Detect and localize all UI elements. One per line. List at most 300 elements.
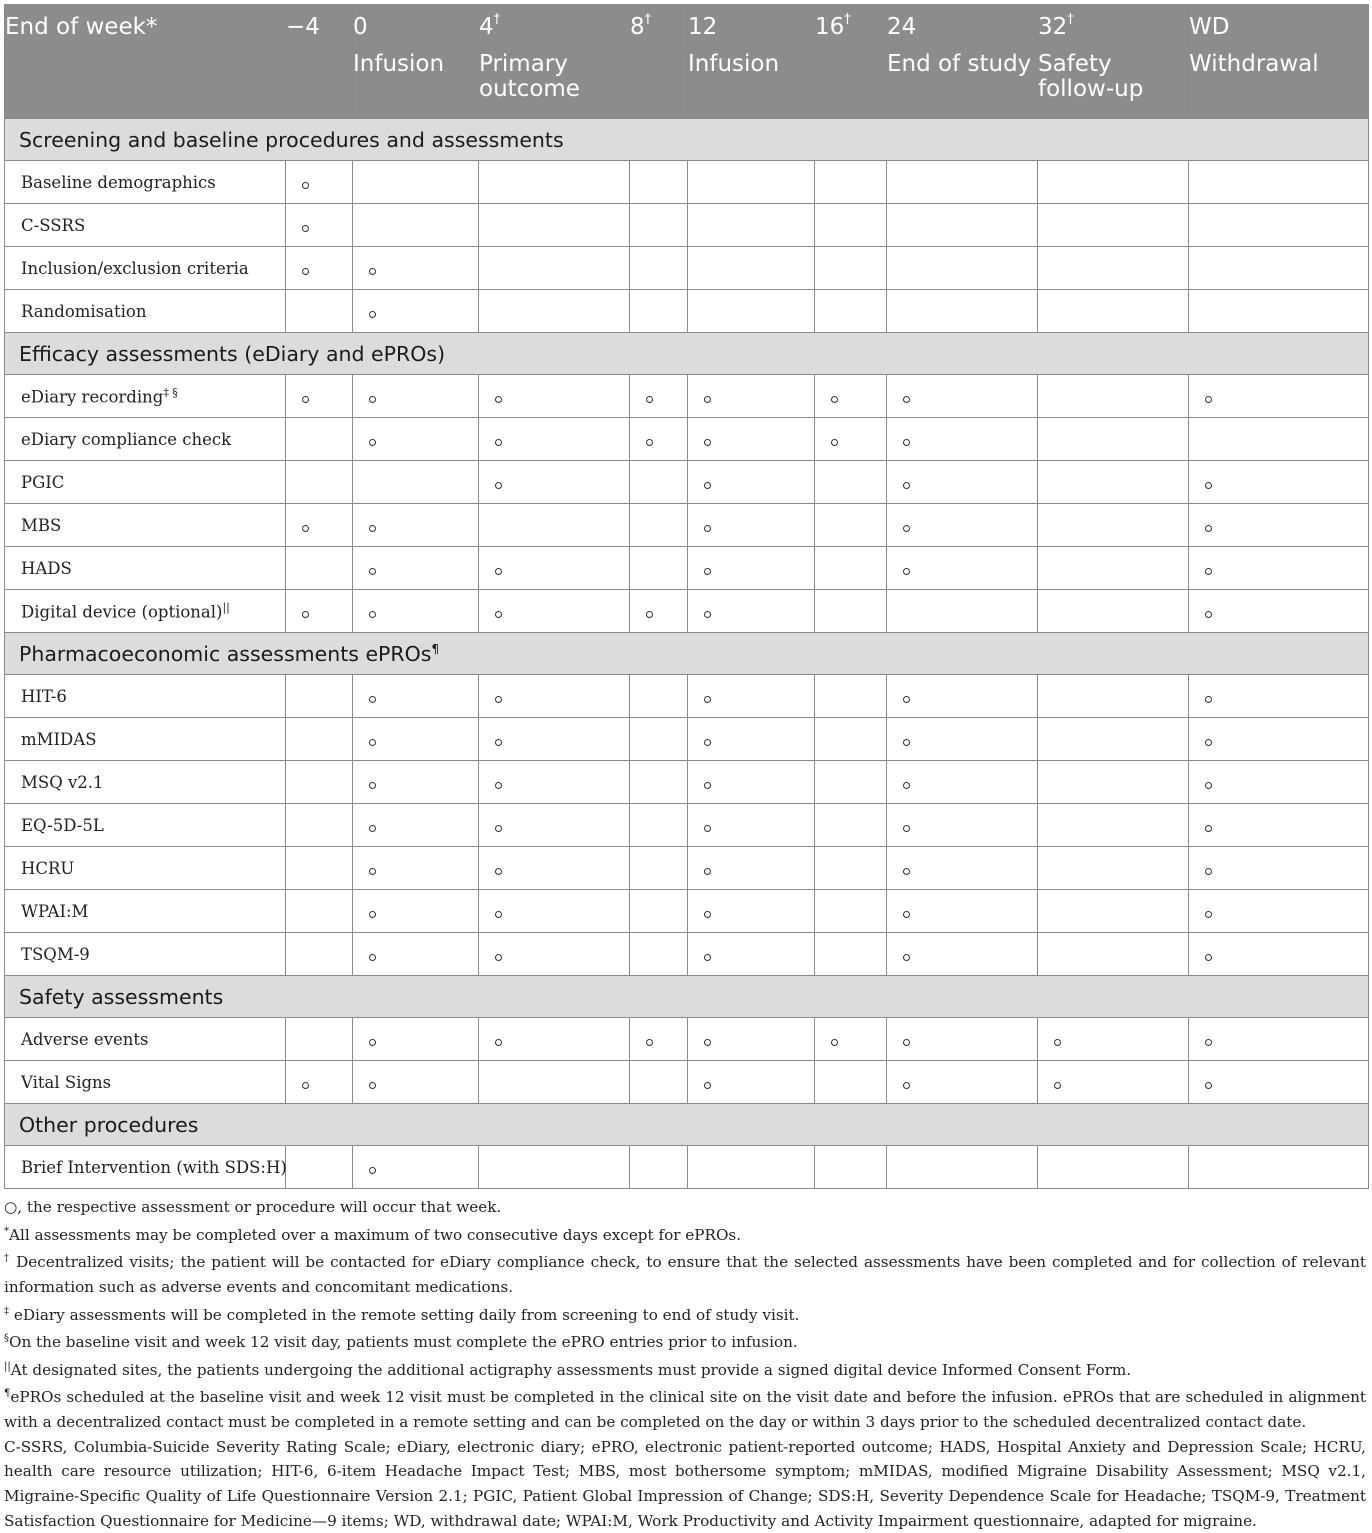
schedule-cell xyxy=(815,718,887,761)
schedule-cell xyxy=(815,804,887,847)
schedule-cell xyxy=(286,890,353,933)
row-label xyxy=(5,1018,286,1061)
occurrence-circle-icon xyxy=(903,396,910,403)
occurrence-circle-icon xyxy=(646,439,653,446)
schedule-cell xyxy=(353,161,479,204)
schedule-cell xyxy=(630,504,688,547)
footnote xyxy=(4,1247,1366,1299)
schedule-cell xyxy=(286,1061,353,1104)
schedule-cell xyxy=(479,161,630,204)
occurrence-circle-icon xyxy=(369,268,376,275)
schedule-cell xyxy=(630,718,688,761)
schedule-cell xyxy=(479,418,630,461)
schedule-cell xyxy=(1189,290,1369,333)
schedule-cell xyxy=(887,590,1038,633)
schedule-cell xyxy=(1189,590,1369,633)
schedule-cell xyxy=(688,290,815,333)
schedule-cell xyxy=(887,418,1038,461)
table-header xyxy=(5,5,1369,119)
schedule-cell xyxy=(887,761,1038,804)
row-label-text: Vital Signs xyxy=(21,1072,112,1092)
occurrence-circle-icon xyxy=(302,1082,309,1089)
occurrence-circle-icon xyxy=(1205,525,1212,532)
schedule-cell xyxy=(353,290,479,333)
table-footnotes xyxy=(4,1195,1368,1533)
schedule-cell xyxy=(688,1061,815,1104)
schedule-cell xyxy=(1189,890,1369,933)
table-row xyxy=(5,461,1369,504)
schedule-cell xyxy=(479,761,630,804)
header-week-label: 12 xyxy=(688,14,718,40)
row-label-text: Baseline demographics xyxy=(21,172,216,192)
table-body xyxy=(5,119,1369,1189)
header-week-cell xyxy=(1189,5,1369,50)
footnote xyxy=(4,1220,1366,1248)
schedule-cell xyxy=(1189,804,1369,847)
occurrence-circle-icon xyxy=(495,1039,502,1046)
schedule-cell xyxy=(630,547,688,590)
schedule-cell xyxy=(286,547,353,590)
schedule-cell xyxy=(1189,247,1369,290)
table-row xyxy=(5,247,1369,290)
footnote-text: ○, the respective assessment or procedure will occur that week. xyxy=(4,1198,502,1216)
occurrence-circle-icon xyxy=(369,1039,376,1046)
row-label xyxy=(5,504,286,547)
schedule-cell xyxy=(479,461,630,504)
occurrence-circle-icon xyxy=(1205,568,1212,575)
row-label xyxy=(5,204,286,247)
schedule-cell xyxy=(1038,547,1189,590)
row-label xyxy=(5,547,286,590)
occurrence-circle-icon xyxy=(369,911,376,918)
schedule-cell xyxy=(479,204,630,247)
table-row xyxy=(5,847,1369,890)
schedule-cell xyxy=(1038,504,1189,547)
schedule-cell xyxy=(688,675,815,718)
schedule-cell xyxy=(887,1061,1038,1104)
table-row xyxy=(5,290,1369,333)
schedule-cell xyxy=(815,375,887,418)
section-header-row xyxy=(5,119,1369,161)
row-label-text: PGIC xyxy=(21,472,65,492)
table-row xyxy=(5,504,1369,547)
occurrence-circle-icon xyxy=(495,482,502,489)
row-label xyxy=(5,461,286,504)
occurrence-circle-icon xyxy=(704,696,711,703)
row-label xyxy=(5,933,286,976)
schedule-cell xyxy=(353,247,479,290)
header-visit-type-cell xyxy=(5,50,286,119)
table-row xyxy=(5,590,1369,633)
schedule-cell xyxy=(887,847,1038,890)
schedule-cell xyxy=(630,933,688,976)
schedule-cell xyxy=(887,461,1038,504)
row-label xyxy=(5,247,286,290)
table-row xyxy=(5,1018,1369,1061)
occurrence-circle-icon xyxy=(903,739,910,746)
occurrence-circle-icon xyxy=(903,482,910,489)
header-visit-type-cell: End of study xyxy=(887,50,1038,119)
header-week-cell xyxy=(5,5,286,50)
table-row xyxy=(5,890,1369,933)
row-label xyxy=(5,418,286,461)
schedule-cell xyxy=(887,890,1038,933)
occurrence-circle-icon xyxy=(1205,911,1212,918)
occurrence-circle-icon xyxy=(704,482,711,489)
schedule-cell xyxy=(630,761,688,804)
schedule-cell xyxy=(286,375,353,418)
schedule-cell xyxy=(353,547,479,590)
schedule-cell xyxy=(1038,247,1189,290)
footnote xyxy=(4,1382,1366,1434)
section-title-text: Safety assessments xyxy=(19,984,224,1009)
schedule-cell xyxy=(630,290,688,333)
section-title-text: Screening and baseline procedures and assessments xyxy=(19,127,564,152)
schedule-cell xyxy=(630,461,688,504)
schedule-cell xyxy=(688,204,815,247)
occurrence-circle-icon xyxy=(369,525,376,532)
schedule-cell xyxy=(688,1018,815,1061)
occurrence-circle-icon xyxy=(495,954,502,961)
occurrence-circle-icon xyxy=(903,954,910,961)
row-label-text: Randomisation xyxy=(21,301,147,321)
table-row xyxy=(5,761,1369,804)
schedule-cell xyxy=(887,161,1038,204)
occurrence-circle-icon xyxy=(903,439,910,446)
header-week-label: 0 xyxy=(353,14,368,40)
occurrence-circle-icon xyxy=(495,825,502,832)
schedule-cell xyxy=(630,847,688,890)
schedule-cell xyxy=(688,547,815,590)
table-row xyxy=(5,547,1369,590)
footnote-text: eDiary assessments will be completed in the remote setting daily from screening to end of study visit. xyxy=(9,1305,800,1324)
schedule-cell xyxy=(630,418,688,461)
schedule-cell xyxy=(1038,204,1189,247)
schedule-cell xyxy=(815,933,887,976)
schedule-cell xyxy=(688,847,815,890)
occurrence-circle-icon xyxy=(495,439,502,446)
schedule-cell xyxy=(286,804,353,847)
header-week-label: WD xyxy=(1189,14,1230,40)
table-row xyxy=(5,933,1369,976)
row-label-text: EQ-5D-5L xyxy=(21,815,104,835)
occurrence-circle-icon xyxy=(646,611,653,618)
header-week-cell xyxy=(630,5,688,50)
schedule-cell xyxy=(353,504,479,547)
schedule-cell xyxy=(815,161,887,204)
row-label-text: Brief Intervention (with SDS:H) xyxy=(21,1157,287,1177)
schedule-cell xyxy=(1189,847,1369,890)
occurrence-circle-icon xyxy=(1205,782,1212,789)
schedule-cell xyxy=(479,504,630,547)
header-week-cell xyxy=(815,5,887,50)
schedule-cell xyxy=(630,1061,688,1104)
occurrence-circle-icon xyxy=(369,611,376,618)
occurrence-circle-icon xyxy=(369,439,376,446)
schedule-cell xyxy=(353,847,479,890)
schedule-cell xyxy=(1038,290,1189,333)
occurrence-circle-icon xyxy=(369,396,376,403)
schedule-cell xyxy=(887,290,1038,333)
schedule-cell xyxy=(353,1146,479,1189)
schedule-cell xyxy=(479,590,630,633)
section-header-row xyxy=(5,976,1369,1018)
schedule-cell xyxy=(815,590,887,633)
section-title-text: Pharmacoeconomic assessments ePROs xyxy=(19,641,432,666)
section-footnote-mark: ¶ xyxy=(431,641,440,656)
row-label xyxy=(5,1146,286,1189)
schedule-cell xyxy=(1038,161,1189,204)
table-row xyxy=(5,718,1369,761)
footnote xyxy=(4,1300,1366,1328)
section-title-text: Other procedures xyxy=(19,1112,199,1137)
schedule-cell xyxy=(688,461,815,504)
occurrence-circle-icon xyxy=(704,868,711,875)
schedule-cell xyxy=(353,761,479,804)
row-label-text: Adverse events xyxy=(21,1029,149,1049)
schedule-cell xyxy=(1038,375,1189,418)
occurrence-circle-icon xyxy=(903,868,910,875)
header-week-label: End of week* xyxy=(5,14,158,40)
occurrence-circle-icon xyxy=(704,525,711,532)
schedule-cell xyxy=(1038,1146,1189,1189)
schedule-cell xyxy=(815,547,887,590)
occurrence-circle-icon xyxy=(903,782,910,789)
schedule-cell xyxy=(887,1018,1038,1061)
schedule-cell xyxy=(630,247,688,290)
schedule-table xyxy=(4,4,1369,1189)
occurrence-circle-icon xyxy=(369,311,376,318)
schedule-cell xyxy=(479,1018,630,1061)
occurrence-circle-icon xyxy=(369,782,376,789)
occurrence-circle-icon xyxy=(302,525,309,532)
occurrence-circle-icon xyxy=(903,1039,910,1046)
schedule-cell xyxy=(286,590,353,633)
occurrence-circle-icon xyxy=(903,525,910,532)
schedule-cell xyxy=(286,161,353,204)
schedule-cell xyxy=(815,847,887,890)
occurrence-circle-icon xyxy=(495,568,502,575)
row-label-text: eDiary compliance check xyxy=(21,429,232,449)
header-week-cell xyxy=(688,5,815,50)
occurrence-circle-icon xyxy=(302,268,309,275)
schedule-cell xyxy=(688,804,815,847)
occurrence-circle-icon xyxy=(1205,611,1212,618)
header-visit-type-cell: Withdrawal xyxy=(1189,50,1369,119)
schedule-cell xyxy=(286,675,353,718)
schedule-cell xyxy=(479,804,630,847)
footnote-mark: ¶ xyxy=(4,1388,11,1400)
occurrence-circle-icon xyxy=(1205,739,1212,746)
schedule-cell xyxy=(887,718,1038,761)
schedule-cell xyxy=(815,1018,887,1061)
header-week-label: 24 xyxy=(887,14,917,40)
header-week-cell xyxy=(286,5,353,50)
row-label xyxy=(5,290,286,333)
schedule-cell xyxy=(688,761,815,804)
schedule-cell xyxy=(479,718,630,761)
schedule-cell xyxy=(479,933,630,976)
schedule-cell xyxy=(688,590,815,633)
row-label-text: Inclusion/exclusion criteria xyxy=(21,258,249,278)
schedule-cell xyxy=(887,804,1038,847)
row-label xyxy=(5,804,286,847)
schedule-cell xyxy=(286,1146,353,1189)
schedule-cell xyxy=(1038,761,1189,804)
occurrence-circle-icon xyxy=(903,911,910,918)
schedule-cell xyxy=(630,675,688,718)
occurrence-circle-icon xyxy=(1205,1082,1212,1089)
occurrence-circle-icon xyxy=(369,696,376,703)
schedule-cell xyxy=(286,204,353,247)
schedule-cell xyxy=(1038,675,1189,718)
schedule-cell xyxy=(353,461,479,504)
schedule-cell xyxy=(1189,161,1369,204)
occurrence-circle-icon xyxy=(369,954,376,961)
section-title-text: Efficacy assessments (eDiary and ePROs) xyxy=(19,341,446,366)
table-row xyxy=(5,1061,1369,1104)
schedule-cell xyxy=(286,1018,353,1061)
schedule-cell xyxy=(1189,933,1369,976)
schedule-cell xyxy=(479,675,630,718)
occurrence-circle-icon xyxy=(302,182,309,189)
occurrence-circle-icon xyxy=(495,911,502,918)
schedule-cell xyxy=(1189,675,1369,718)
schedule-cell xyxy=(688,890,815,933)
schedule-cell xyxy=(479,847,630,890)
schedule-cell xyxy=(688,718,815,761)
schedule-cell xyxy=(479,890,630,933)
row-label-text: Digital device (optional) xyxy=(21,602,223,622)
section-title xyxy=(5,633,1369,675)
schedule-cell xyxy=(1038,418,1189,461)
row-label xyxy=(5,847,286,890)
section-title xyxy=(5,333,1369,375)
schedule-cell xyxy=(688,933,815,976)
table-row xyxy=(5,1146,1369,1189)
table-row xyxy=(5,804,1369,847)
occurrence-circle-icon xyxy=(495,396,502,403)
schedule-cell xyxy=(630,375,688,418)
occurrence-circle-icon xyxy=(704,954,711,961)
header-week-label: 16 xyxy=(815,14,845,40)
occurrence-circle-icon xyxy=(495,739,502,746)
schedule-cell xyxy=(630,1146,688,1189)
row-label-text: HIT-6 xyxy=(21,686,67,706)
row-label xyxy=(5,890,286,933)
footnote-mark: * xyxy=(4,1225,9,1237)
schedule-cell xyxy=(815,461,887,504)
header-visit-type-cell: Infusion xyxy=(353,50,479,119)
schedule-cell xyxy=(630,161,688,204)
schedule-cell xyxy=(1189,504,1369,547)
header-footnote-mark: † xyxy=(493,12,501,28)
schedule-cell xyxy=(286,847,353,890)
schedule-cell xyxy=(815,204,887,247)
schedule-cell xyxy=(353,933,479,976)
schedule-cell xyxy=(1038,1061,1189,1104)
document-page xyxy=(4,4,1368,1533)
occurrence-circle-icon xyxy=(704,782,711,789)
section-header-row xyxy=(5,633,1369,675)
row-label xyxy=(5,590,286,633)
occurrence-circle-icon xyxy=(1054,1039,1061,1046)
schedule-cell xyxy=(1038,461,1189,504)
schedule-cell xyxy=(815,1061,887,1104)
schedule-cell xyxy=(1038,590,1189,633)
schedule-cell xyxy=(815,761,887,804)
section-header-row xyxy=(5,333,1369,375)
schedule-cell xyxy=(815,890,887,933)
footnote xyxy=(4,1195,1366,1220)
schedule-cell xyxy=(353,418,479,461)
occurrence-circle-icon xyxy=(704,911,711,918)
footnote-text: At designated sites, the patients undergoing the additional actigraphy assessments must provide a signed digital device Informed Consent Form. xyxy=(10,1360,1132,1379)
schedule-cell xyxy=(1189,547,1369,590)
table-row xyxy=(5,418,1369,461)
row-label xyxy=(5,761,286,804)
row-label-text: mMIDAS xyxy=(21,729,97,749)
footnote xyxy=(4,1355,1366,1383)
occurrence-circle-icon xyxy=(302,611,309,618)
schedule-cell xyxy=(353,1018,479,1061)
occurrence-circle-icon xyxy=(831,396,838,403)
footnote-mark: ‡ xyxy=(4,1305,9,1317)
schedule-cell xyxy=(286,461,353,504)
schedule-cell xyxy=(688,504,815,547)
schedule-cell xyxy=(887,675,1038,718)
table-row xyxy=(5,161,1369,204)
row-label xyxy=(5,1061,286,1104)
occurrence-circle-icon xyxy=(369,1082,376,1089)
occurrence-circle-icon xyxy=(1205,482,1212,489)
header-visit-type-cell xyxy=(815,50,887,119)
occurrence-circle-icon xyxy=(704,739,711,746)
footnote xyxy=(4,1435,1366,1533)
schedule-cell xyxy=(286,504,353,547)
occurrence-circle-icon xyxy=(704,396,711,403)
schedule-cell xyxy=(1189,718,1369,761)
occurrence-circle-icon xyxy=(646,1039,653,1046)
schedule-cell xyxy=(286,247,353,290)
occurrence-circle-icon xyxy=(704,611,711,618)
header-week-label: −4 xyxy=(286,14,320,40)
schedule-cell xyxy=(815,247,887,290)
occurrence-circle-icon xyxy=(903,568,910,575)
footnote-text: ePROs scheduled at the baseline visit and week 12 visit must be completed in the clinical site on the visit date and before the infusion. ePROs that are scheduled in alignment with a decentralized contact must be completed in a remote setting and can be completed on the day or within 3 days prior to the scheduled decentralized contact date. xyxy=(4,1388,1366,1432)
schedule-cell xyxy=(479,375,630,418)
schedule-cell xyxy=(1189,761,1369,804)
schedule-cell xyxy=(688,375,815,418)
row-label-text: HADS xyxy=(21,558,72,578)
occurrence-circle-icon xyxy=(302,225,309,232)
schedule-cell xyxy=(815,1146,887,1189)
schedule-cell xyxy=(1038,890,1189,933)
occurrence-circle-icon xyxy=(831,1039,838,1046)
schedule-cell xyxy=(479,1061,630,1104)
row-label xyxy=(5,718,286,761)
schedule-cell xyxy=(286,718,353,761)
header-row-visit-type xyxy=(5,50,1369,119)
occurrence-circle-icon xyxy=(1205,1039,1212,1046)
occurrence-circle-icon xyxy=(495,696,502,703)
schedule-cell xyxy=(1038,1018,1189,1061)
schedule-cell xyxy=(887,1146,1038,1189)
occurrence-circle-icon xyxy=(369,1167,376,1174)
schedule-cell xyxy=(688,247,815,290)
schedule-cell xyxy=(286,761,353,804)
schedule-cell xyxy=(1038,718,1189,761)
